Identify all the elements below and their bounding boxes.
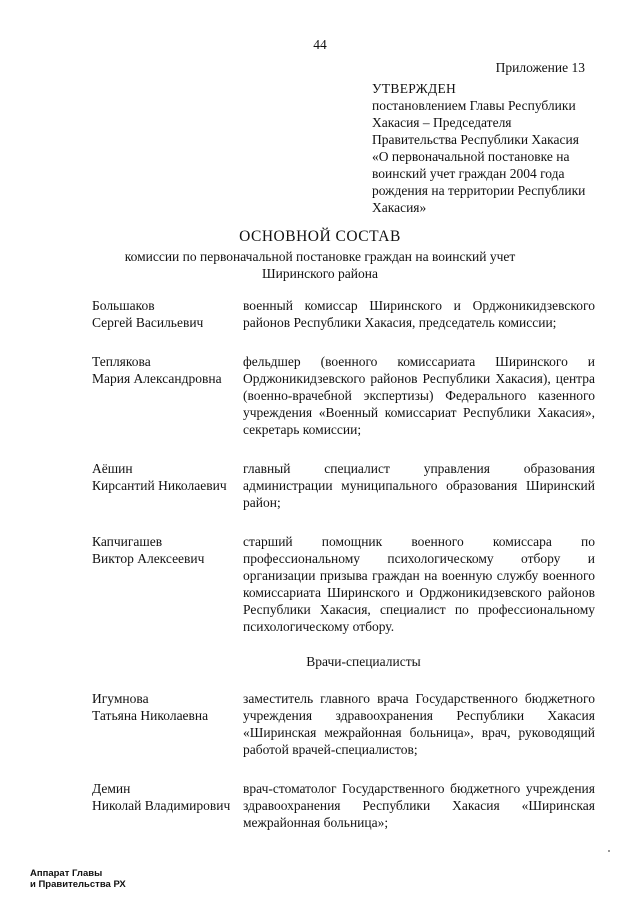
member-given-name: Николай Владимирович [92,798,231,813]
member-row [92,690,595,758]
member-name [92,780,243,831]
title-heading: ОСНОВНОЙ СОСТАВ [239,228,401,245]
member-surname: Демин [92,781,131,796]
document-title [0,228,640,282]
appendix-label: Приложение 13 [495,60,585,75]
member-list [92,297,595,831]
member-row [92,460,595,511]
member-surname: Большаков [92,298,155,313]
scan-artifact [608,850,610,852]
page-number: 44 [313,37,327,52]
member-role: фельдшер (военного комиссариата Ширинского и Орджоникидзевского районов Республики Хакасия), центра (военно-врачебной экспертизы) Федерального казенного учреждения «Военный комиссариат Республики Хакасия», секретарь комиссии; [243,354,595,437]
member-given-name: Мария Александровна [92,371,222,386]
member-role: главный специалист управления образования администрации муниципального образования Ширинский район; [243,461,595,510]
member-given-name: Татьяна Николаевна [92,708,209,723]
member-row [92,297,595,331]
member-given-name: Сергей Васильевич [92,315,204,330]
member-given-name: Виктор Алексеевич [92,551,205,566]
approval-text: постановлением Главы Республики Хакасия – Председателя Правительства Республики Хакасия «О первоначальной постановке на воинский учет граждан 2004 года рождения на территории Республики Хакасия» [372,98,586,215]
member-name [92,690,243,758]
footer-stamp [30,868,126,890]
member-row [92,353,595,438]
member-given-name: Кирсантий Николаевич [92,478,227,493]
title-line-2: Ширинского района [262,266,378,281]
member-role: старший помощник военного комиссара по профессиональному психологическому отбору и организации призыва граждан на военную службу военного комиссариата Ширинского и Орджоникидзевского районов Республики Хакасия, специалист по профессиональному психологическому отбору. [243,534,595,634]
member-surname: Теплякова [92,354,151,369]
member-name [92,297,243,331]
member-surname: Игумнова [92,691,149,706]
member-row [92,533,595,635]
member-name [92,353,243,438]
title-line-1: комиссии по первоначальной постановке граждан на воинский учет [124,249,516,264]
footer-line-2: и Правительства РХ [30,879,126,890]
member-surname: Капчигашев [92,534,163,549]
footer-line-1: Аппарат Главы [30,868,103,879]
member-name [92,460,243,511]
member-surname: Аёшин [92,461,133,476]
approval-block [372,80,597,216]
member-role: военный комиссар Ширинского и Орджоникидзевского районов Республики Хакасия, председатель комиссии; [243,298,595,330]
member-name [92,533,243,635]
member-role: врач-стоматолог Государственного бюджетного учреждения здравоохранения Республики Хакасия «Ширинская межрайонная больница»; [243,781,595,830]
section-heading-doctors: Врачи-специалисты [306,654,421,669]
member-row [92,780,595,831]
approval-stamp: УТВЕРЖДЕН [372,81,457,96]
member-role: заместитель главного врача Государственного бюджетного учреждения здравоохранения Республики Хакасия «Ширинская межрайонная больница», врач, руководящий работой врачей-специалистов; [243,691,595,757]
